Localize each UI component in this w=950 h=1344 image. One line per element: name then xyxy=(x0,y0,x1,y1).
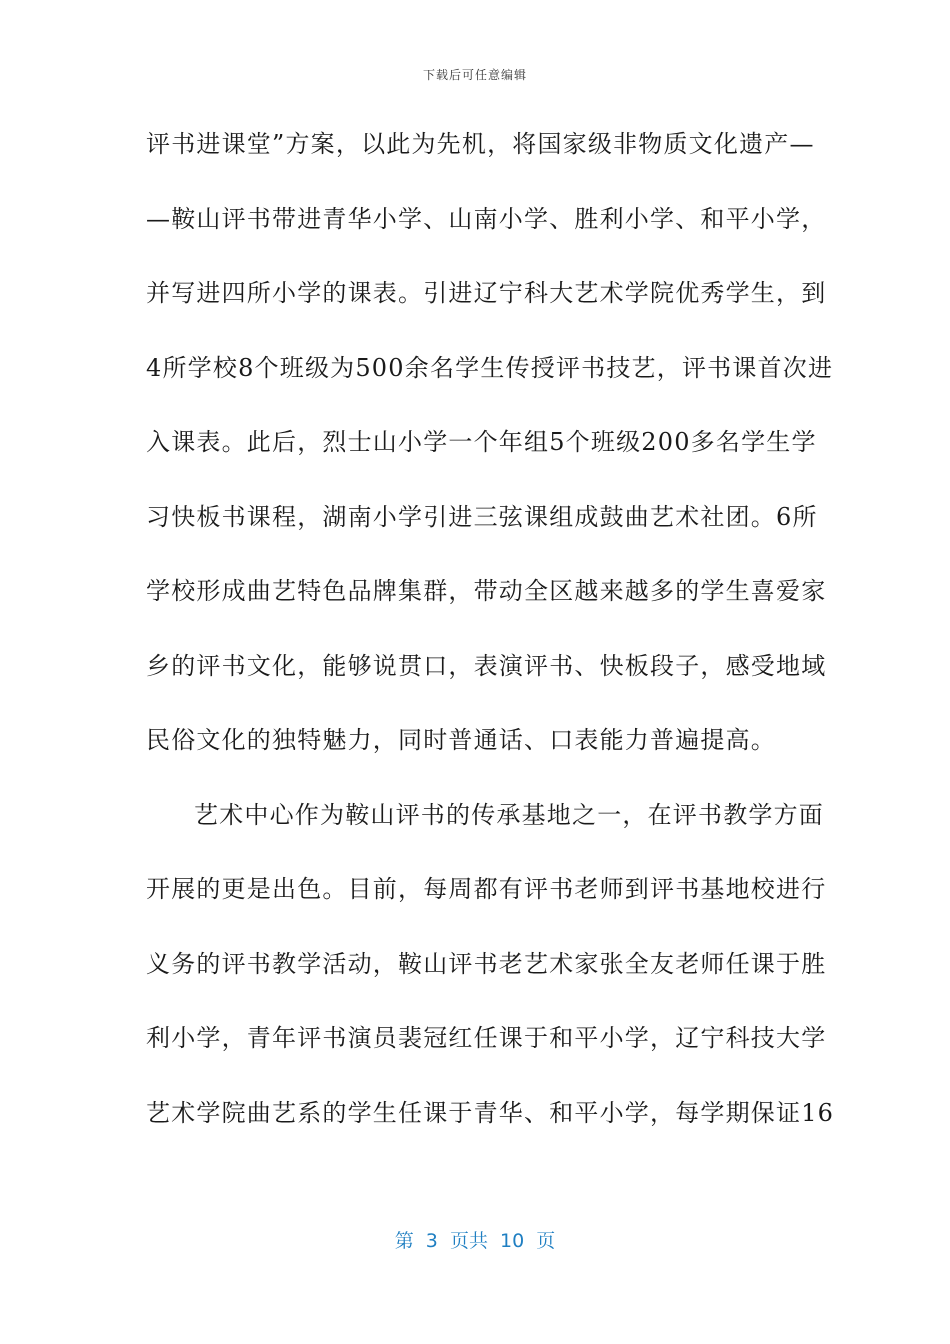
text-line-1: 评书进课堂”方案，以此为先机，将国家级非物质文化遗产— xyxy=(146,130,815,158)
text-line-3: 并写进四所小学的课表。引进辽宁科大艺术学院优秀学生，到 xyxy=(146,279,827,307)
text-line-12: 义务的评书教学活动，鞍山评书老艺术家张全友老师任课于胜 xyxy=(146,949,827,978)
text-line-13: 利小学，青年评书演员裴冠红任课于和平小学，辽宁科技大学 xyxy=(146,1024,827,1052)
paragraph-start-line: 艺术中心作为鞍山评书的传承基地之一，在评书教学方面 xyxy=(194,800,824,829)
text-line-14: 艺术学院曲艺系的学生任课于青华、和平小学，每学期保证16 xyxy=(146,1098,835,1127)
text-line-6: 习快板书课程，湖南小学引进三弦课组成鼓曲艺术社团。6所 xyxy=(146,502,818,531)
page-number-footer: 第 3 页共 10 页 xyxy=(394,1230,556,1252)
text-line-8: 乡的评书文化，能够说贯口，表演评书、快板段子，感受地域 xyxy=(146,651,827,680)
download-note: 下载后可任意编辑 xyxy=(422,68,527,82)
text-line-5: 入课表。此后，烈士山小学一个年组5个班级200多名学生学 xyxy=(146,428,817,456)
text-line-11: 开展的更是出色。目前，每周都有评书老师到评书基地校进行 xyxy=(146,875,827,903)
text-line-7: 学校形成曲艺特色品牌集群，带动全区越来越多的学生喜爱家 xyxy=(146,577,827,605)
text-line-9: 民俗文化的独特魅力，同时普通话、口表能力普遍提高。 xyxy=(146,726,776,754)
text-line-2: —鞍山评书带进青华小学、山南小学、胜利小学、和平小学， xyxy=(146,204,827,233)
document-body xyxy=(146,124,835,1167)
text-line-4: 4所学校8个班级为500余名学生传授评书技艺，评书课首次进 xyxy=(146,353,834,382)
